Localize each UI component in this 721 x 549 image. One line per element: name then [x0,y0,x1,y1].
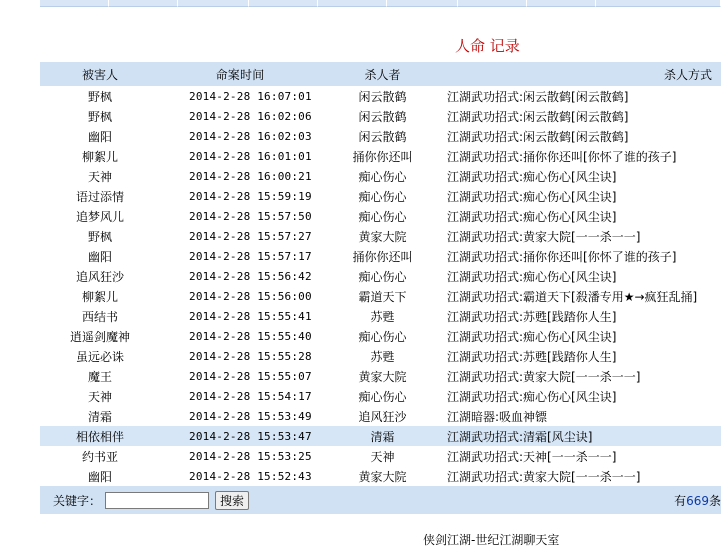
table-row [40,226,721,246]
method-cell: 江湖武功招式:黄家大院[一一杀一一] [447,229,641,244]
time-cell: 2014-2-28 16:00:21 [189,169,312,183]
method-cell: 江湖武功招式:苏甦[践踏你人生] [447,349,617,364]
killer-cell: 天神 [370,449,395,464]
killer-cell: 捅你你还叫 [352,249,413,264]
victim-cell: 幽阳 [87,469,112,484]
time-cell: 2014-2-28 15:59:19 [189,189,312,203]
record-count-suffix: 条 [708,493,721,508]
method-cell: 江湖武功招式:捅你你还叫[你怀了谁的孩子] [447,249,677,264]
killer-cell: 黄家大院 [358,229,407,244]
method-cell: 江湖武功招式:捅你你还叫[你怀了谁的孩子] [447,149,677,164]
table-row [40,126,721,146]
site-footer: 侠剑江湖-世纪江湖聊天室 [423,533,560,547]
method-cell: 江湖武功招式:痴心伤心[风尘诀] [447,389,617,404]
killer-cell: 追风狂沙 [358,409,407,424]
table-row [40,146,721,166]
nav-tab[interactable] [40,0,109,7]
killer-cell: 痴心伤心 [358,389,407,404]
time-cell: 2014-2-28 16:02:03 [189,129,312,143]
method-cell: 江湖武功招式:痴心伤心[风尘诀] [447,169,617,184]
victim-cell: 追梦风儿 [75,209,124,224]
victim-cell: 幽阳 [87,129,112,144]
victim-cell: 相依相伴 [75,429,124,444]
table-row [40,326,721,346]
method-cell: 江湖武功招式:黄家大院[一一杀一一] [447,469,641,484]
time-cell: 2014-2-28 15:52:43 [189,469,312,483]
column-header-time: 命案时间 [215,67,265,82]
method-cell: 江湖武功招式:痴心伤心[风尘诀] [447,189,617,204]
killer-cell: 捅你你还叫 [352,149,413,164]
killer-cell: 痴心伤心 [358,209,407,224]
victim-cell: 西结书 [81,309,118,324]
method-cell: 江湖武功招式:痴心伤心[风尘诀] [447,329,617,344]
nav-tab[interactable] [387,0,458,7]
killer-cell: 闲云散鹤 [358,89,407,104]
killer-cell: 苏甦 [370,349,395,364]
keyword-input[interactable] [105,492,209,509]
table-row [40,446,721,466]
table-row [40,466,721,486]
killer-cell: 闲云散鹤 [358,129,407,144]
victim-cell: 语过添情 [75,189,124,204]
killer-cell: 痴心伤心 [358,269,407,284]
table-row [40,246,721,266]
victim-cell: 虽远必诛 [75,349,124,364]
victim-cell: 野枫 [87,229,112,244]
time-cell: 2014-2-28 15:55:41 [189,309,312,323]
victim-cell: 柳絮儿 [81,149,118,164]
time-cell: 2014-2-28 15:55:28 [189,349,312,363]
method-cell: 江湖暗器:吸血神镖 [447,409,548,424]
record-count-number[interactable]: 669 [686,493,709,508]
search-button[interactable]: 搜索 [215,491,249,510]
table-row [40,306,721,326]
table-row [40,86,721,106]
table-row [40,406,721,426]
killer-cell: 苏甦 [370,309,395,324]
time-cell: 2014-2-28 15:56:00 [189,289,312,303]
nav-tab[interactable] [318,0,387,7]
time-cell: 2014-2-28 15:57:50 [189,209,312,223]
victim-cell: 野枫 [87,89,112,104]
time-cell: 2014-2-28 16:01:01 [189,149,312,163]
keyword-label: 关键字： [53,493,102,508]
victim-cell: 野枫 [87,109,112,124]
records-list [40,86,721,486]
victim-cell: 追风狂沙 [75,269,124,284]
killer-cell: 闲云散鹤 [358,109,407,124]
method-cell: 江湖武功招式:闲云散鹤[闲云散鹤] [447,129,629,144]
nav-tab[interactable] [458,0,527,7]
killer-cell: 清霜 [370,429,395,444]
method-cell: 江湖武功招式:霸道天下[殺潘专用★→疯狂乱捅] [447,289,698,304]
table-row [40,206,721,226]
nav-tab[interactable] [109,0,178,7]
table-row [40,346,721,366]
method-cell: 江湖武功招式:清霜[风尘诀] [447,429,593,444]
table-row [40,426,721,446]
records-panel [40,62,721,514]
table-header [40,62,721,86]
victim-cell: 天神 [87,389,112,404]
search-bar [40,486,721,514]
victim-cell: 清霜 [87,409,112,424]
killer-cell: 痴心伤心 [358,189,407,204]
victim-cell: 魔王 [87,369,112,384]
record-count [674,492,721,509]
time-cell: 2014-2-28 15:53:49 [189,409,312,423]
time-cell: 2014-2-28 15:55:07 [189,369,312,383]
table-row [40,166,721,186]
nav-tab[interactable] [178,0,249,7]
column-header-killer: 杀人者 [364,67,401,82]
table-row [40,386,721,406]
time-cell: 2014-2-28 16:07:01 [189,89,312,103]
table-row [40,106,721,126]
killer-cell: 黄家大院 [358,469,407,484]
killer-cell: 黄家大院 [358,369,407,384]
table-row [40,186,721,206]
method-cell: 江湖武功招式:闲云散鹤[闲云散鹤] [447,109,629,124]
record-count-prefix: 有 [674,493,687,508]
column-header-victim: 被害人 [81,67,118,82]
time-cell: 2014-2-28 15:56:42 [189,269,312,283]
killer-cell: 霸道天下 [358,289,407,304]
column-header-method: 杀人方式 [663,67,712,82]
time-cell: 2014-2-28 15:57:27 [189,229,312,243]
time-cell: 2014-2-28 16:02:06 [189,109,312,123]
time-cell: 2014-2-28 15:53:47 [189,429,312,443]
method-cell: 江湖武功招式:痴心伤心[风尘诀] [447,209,617,224]
victim-cell: 柳絮儿 [81,289,118,304]
time-cell: 2014-2-28 15:55:40 [189,329,312,343]
victim-cell: 幽阳 [87,249,112,264]
killer-cell: 痴心伤心 [358,169,407,184]
time-cell: 2014-2-28 15:57:17 [189,249,312,263]
killer-cell: 痴心伤心 [358,329,407,344]
method-cell: 江湖武功招式:黄家大院[一一杀一一] [447,369,641,384]
time-cell: 2014-2-28 15:53:25 [189,449,312,463]
nav-tab[interactable] [527,0,596,7]
method-cell: 江湖武功招式:痴心伤心[风尘诀] [447,269,617,284]
victim-cell: 约书亚 [81,449,118,464]
method-cell: 江湖武功招式:苏甦[践踏你人生] [447,309,617,324]
method-cell: 江湖武功招式:闲云散鹤[闲云散鹤] [447,89,629,104]
nav-tab[interactable] [249,0,318,7]
victim-cell: 天神 [87,169,112,184]
victim-cell: 逍遥剑魔神 [69,329,130,344]
table-row [40,266,721,286]
method-cell: 江湖武功招式:天神[一一杀一一] [447,449,617,464]
top-nav-strip [40,0,721,7]
page-title: 人命 记录 [455,37,520,55]
nav-tab[interactable] [596,0,721,7]
table-row [40,286,721,306]
time-cell: 2014-2-28 15:54:17 [189,389,312,403]
table-row [40,366,721,386]
